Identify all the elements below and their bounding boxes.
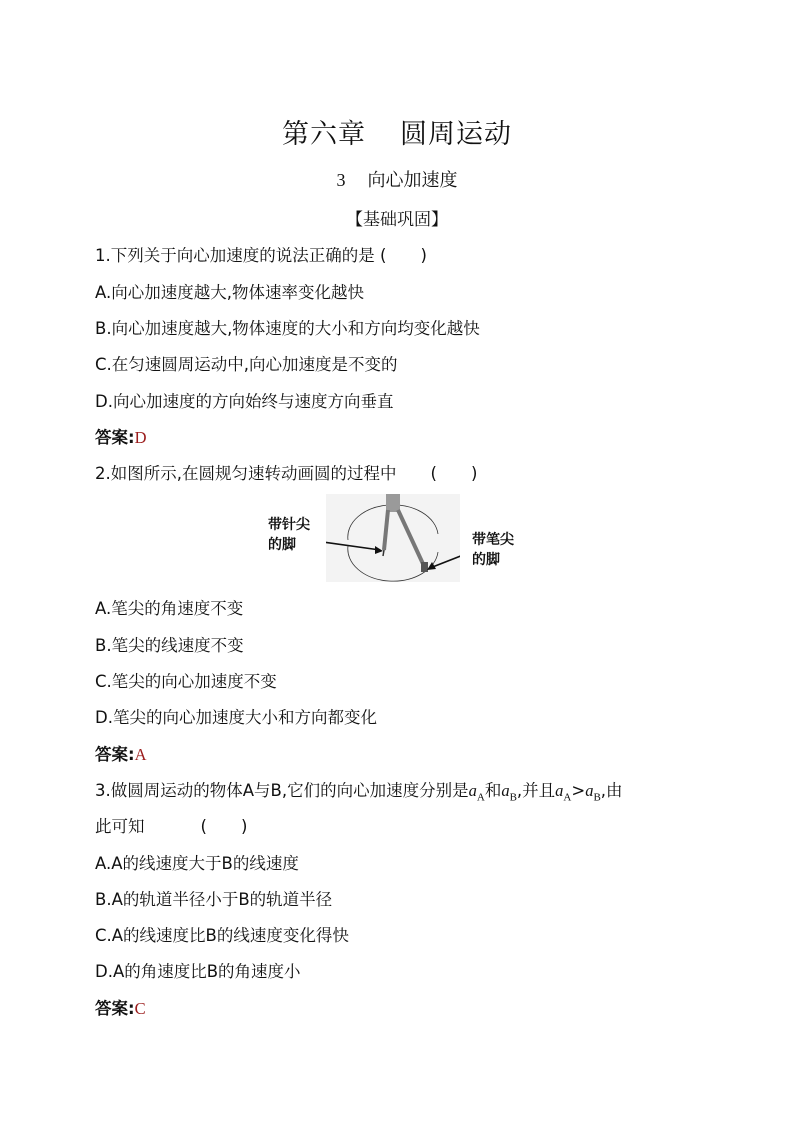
q3-option-c: C.A的线速度比B的线速度变化得快 [95, 926, 349, 945]
sub-a: A [563, 791, 572, 804]
needle-label-line1: 带针尖 [268, 517, 310, 533]
q2-option-a: A.笔尖的角速度不变 [95, 599, 244, 618]
q2-stem [95, 460, 477, 484]
chapter-name: 圆周运动 [400, 119, 512, 150]
answer-value: A [134, 745, 147, 764]
q2-open-paren: ( [430, 464, 437, 483]
q3-comma-and: ,并且 [516, 781, 556, 800]
var-a: a [585, 781, 594, 800]
sub-b: B [593, 791, 601, 804]
q3-option-b: B.A的轨道半径小于B的轨道半径 [95, 890, 333, 909]
q1-option-a: A.向心加速度越大,物体速率变化越快 [95, 283, 364, 302]
var-a: a [555, 781, 564, 800]
q3-answer [95, 995, 146, 1019]
q2-stem-text: 2.如图所示,在圆规匀速转动画圆的过程中 [95, 464, 397, 483]
section-name: 向心加速度 [367, 170, 458, 191]
q3-greater-than: > [571, 781, 586, 800]
pen-label-line2: 的脚 [472, 552, 500, 568]
q3-close-paren: ) [240, 817, 248, 836]
pen-label-line1: 带笔尖 [472, 532, 514, 548]
q1-answer [95, 424, 147, 448]
q3-and: 和 [484, 781, 502, 800]
q3-stem-line2-text: 此可知 [95, 817, 145, 836]
category-heading: 【基础巩固】 [346, 210, 448, 230]
chapter-title [0, 112, 794, 151]
answer-value: D [134, 428, 147, 447]
q2-option-d: D.笔尖的向心加速度大小和方向都变化 [95, 708, 377, 727]
figure-label-left [268, 515, 310, 555]
figure-label-right [472, 530, 514, 570]
q2-answer [95, 741, 147, 765]
q2-option-c: C.笔尖的向心加速度不变 [95, 672, 277, 691]
answer-label: 答案: [95, 745, 135, 764]
q1-close-paren: ) [420, 246, 427, 265]
q3-stem-line2 [95, 813, 247, 837]
chapter-number: 第六章 [282, 119, 366, 150]
q1-stem-text: 1.下列关于向心加速度的说法正确的是 ( [95, 246, 387, 265]
q3-open-paren: ( [200, 817, 207, 836]
q1-option-d: D.向心加速度的方向始终与速度方向垂直 [95, 392, 394, 411]
q2-option-b: B.笔尖的线速度不变 [95, 636, 244, 655]
compass-illustration [326, 494, 460, 582]
answer-label: 答案: [95, 999, 135, 1018]
var-a: a [501, 781, 510, 800]
q3-stem [95, 777, 623, 803]
q3-stem-text: 3.做圆周运动的物体A与B,它们的向心加速度分别是 [95, 781, 469, 800]
q3-option-d: D.A的角速度比B的角速度小 [95, 962, 301, 981]
needle-label-line2: 的脚 [268, 537, 296, 553]
q3-option-a: A.A的线速度大于B的线速度 [95, 854, 299, 873]
sub-b: B [509, 791, 517, 804]
answer-label: 答案: [95, 428, 135, 447]
section-number: 3 [336, 170, 346, 190]
sub-a: A [476, 791, 485, 804]
q1-option-b: B.向心加速度越大,物体速度的大小和方向均变化越快 [95, 319, 480, 338]
compass-figure [326, 494, 460, 582]
q1-stem [95, 242, 427, 266]
q1-option-c: C.在匀速圆周运动中,向心加速度是不变的 [95, 355, 398, 374]
q2-close-paren: ) [470, 464, 478, 483]
section-title [0, 166, 794, 192]
var-a: a [468, 781, 477, 800]
q3-stem-end: ,由 [600, 781, 623, 800]
answer-value: C [134, 999, 146, 1018]
